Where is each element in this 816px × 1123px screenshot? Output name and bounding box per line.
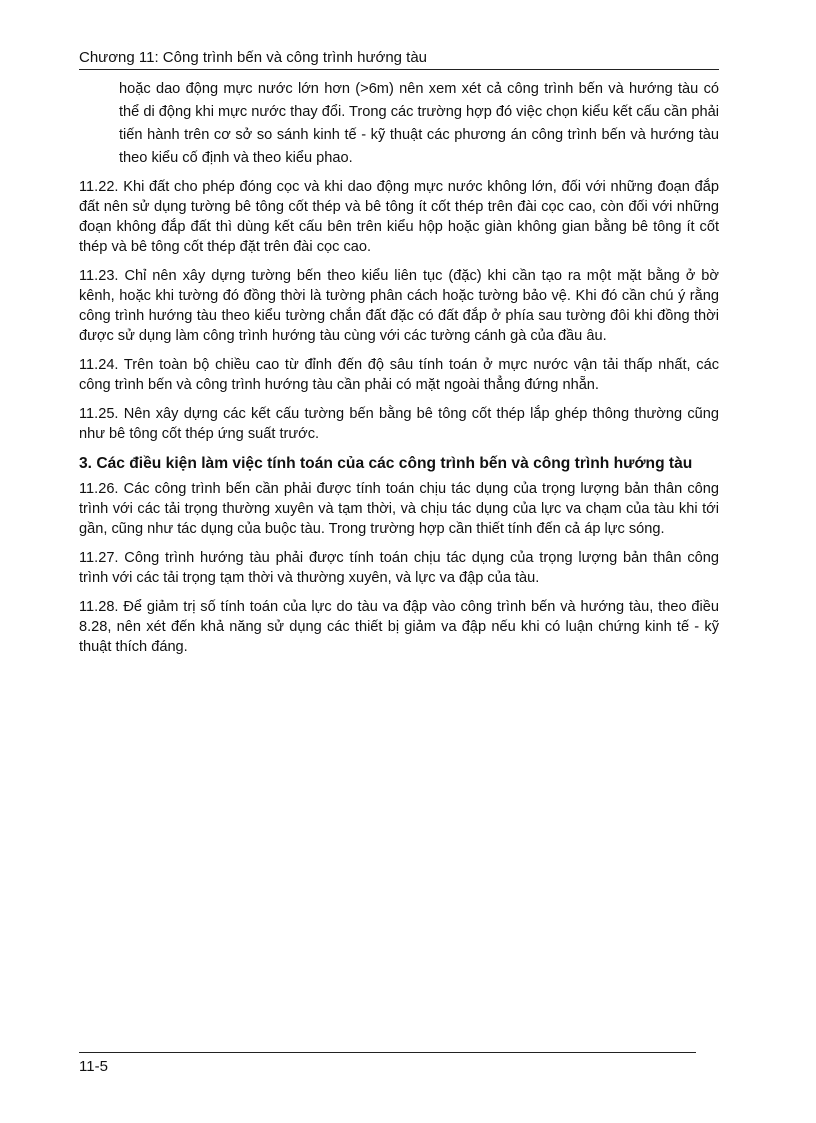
clause-11-28: 11.28. Để giảm trị số tính toán của lực do tàu va đập vào công trình bến và hướng tàu, theo điều 8.28, nên xét đến khả năng sử dụng các thiết bị giảm va đập nếu khi có luận chứng kinh tế - kỹ thuật thích đáng. bbox=[79, 599, 719, 655]
clause-11-25: 11.25. Nên xây dựng các kết cấu tường bến bằng bê tông cốt thép lắp ghép thông thường cũng như bê tông cốt thép ứng suất trước. bbox=[79, 406, 719, 442]
document-body bbox=[79, 78, 719, 666]
page-number: 11-5 bbox=[79, 1058, 108, 1075]
clause-11-24: 11.24. Trên toàn bộ chiều cao từ đỉnh đến độ sâu tính toán ở mực nước vận tải thấp nhất, các công trình bến và công trình hướng tàu cần phải có mặt ngoài thẳng đứng nhẵn. bbox=[79, 357, 719, 393]
section-heading: 3. Các điều kiện làm việc tính toán của các công trình bến và công trình hướng tàu bbox=[79, 455, 693, 472]
footer-divider bbox=[79, 1052, 696, 1053]
intro-paragraph: hoặc dao động mực nước lớn hơn (>6m) nên xem xét cả công trình bến và hướng tàu có thể di động khi mực nước thay đổi. Trong các trường hợp đó việc chọn kiểu kết cấu cần phải tiến hành trên cơ sở so sánh kinh tế - kỹ thuật các phương án công trình bến và hướng tàu theo kiểu cố định và theo kiểu phao. bbox=[119, 81, 719, 166]
clause-11-26: 11.26. Các công trình bến cần phải được tính toán chịu tác dụng của trọng lượng bản thân công trình với các tải trọng thường xuyên và tạm thời, và chịu tác dụng của lực va chạm của tàu khi tới gần, cũng như tác dụng của buộc tàu. Trong trường hợp cần thiết tính đến cả áp lực sóng. bbox=[79, 481, 719, 537]
clause-11-22: 11.22. Khi đất cho phép đóng cọc và khi dao động mực nước không lớn, đối với những đoạn đắp đất nên sử dụng tường bê tông cốt thép và bê tông ít cốt thép trên đài cọc cao, còn đối với những đoạn không đắp đất thì dùng kết cấu bên trên kiểu hộp hoặc giàn không gian bằng bê tông ít cốt thép và bê tông cốt thép đặt trên đài cọc cao. bbox=[79, 179, 719, 255]
page-header: Chương 11: Công trình bến và công trình hướng tàu bbox=[79, 49, 428, 66]
clause-11-27: 11.27. Công trình hướng tàu phải được tính toán chịu tác dụng của trọng lượng bản thân công trình với các tải trọng tạm thời và thường xuyên, và lực va đập của tàu. bbox=[79, 550, 719, 586]
header-divider bbox=[79, 69, 719, 70]
clause-11-23: 11.23. Chỉ nên xây dựng tường bến theo kiểu liên tục (đặc) khi cần tạo ra một mặt bằng ở bờ kênh, hoặc khi tường đó đồng thời là tường phân cách hoặc tường bảo vệ. Khi đó cần chú ý rằng công trình hướng tàu theo kiểu tường chắn đất đặc có đất đắp ở phía sau tường đôi khi đồng thời được sử dụng làm công trình hướng tàu cùng với các tường cánh gà của đầu âu. bbox=[79, 268, 719, 344]
